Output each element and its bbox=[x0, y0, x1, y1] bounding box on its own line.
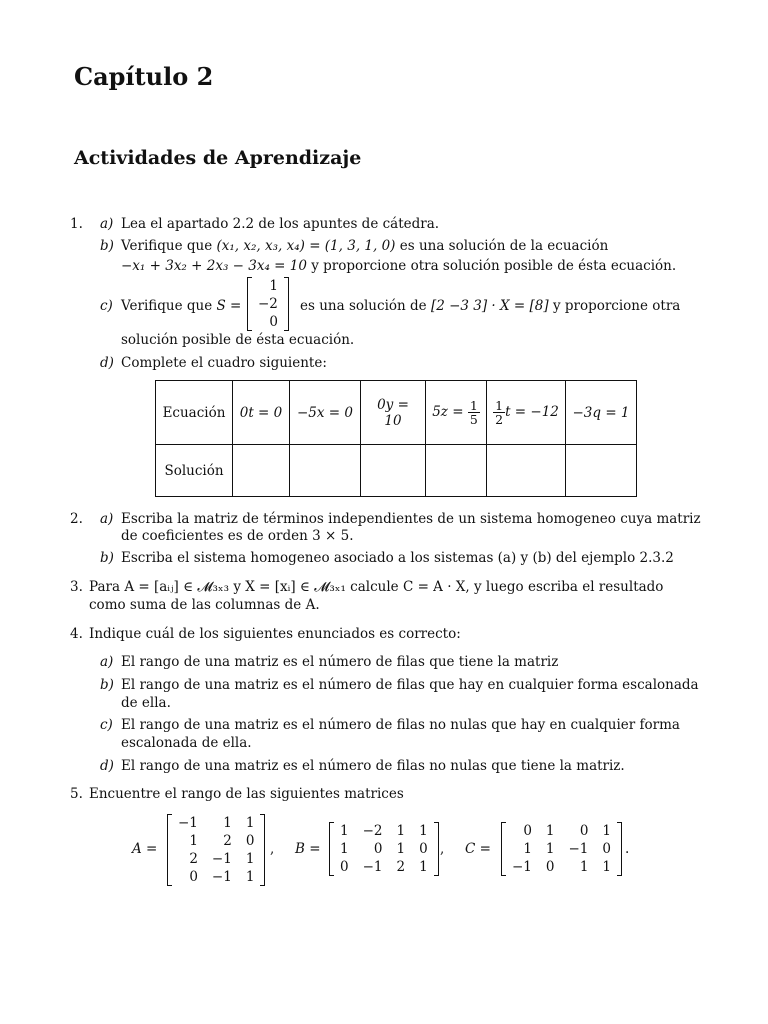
matrix-cell: 0 bbox=[545, 859, 555, 875]
q2a-line2: de coeficientes es de orden 3 × 5. bbox=[121, 528, 354, 544]
eq5-fraction bbox=[493, 399, 505, 426]
q4a-label: a) bbox=[100, 654, 114, 670]
matrix-cell: 1 bbox=[396, 823, 406, 839]
matrix-cell: 1 bbox=[245, 869, 255, 885]
q1d-text: Complete el cuadro siguiente: bbox=[121, 355, 327, 371]
table-cell-empty[interactable] bbox=[487, 445, 566, 497]
q4c-line2: escalonada de ella. bbox=[121, 735, 252, 751]
q1c-row-matrix: [2 −3 3] · X = [8] bbox=[430, 298, 549, 314]
table-cell-empty[interactable] bbox=[290, 445, 361, 497]
q1b-prefix: Verifique que bbox=[121, 238, 213, 254]
q5-number: 5. bbox=[70, 786, 83, 802]
q1b-label: b) bbox=[100, 238, 114, 254]
matrix-cell: −1 bbox=[362, 859, 383, 875]
matrix-cell: 0 bbox=[579, 823, 589, 839]
matrix-right-bracket bbox=[434, 822, 439, 876]
matrix-cell: 1 bbox=[245, 815, 255, 831]
table-header-ecuacion: Ecuación bbox=[156, 381, 233, 445]
matrix-cell: 0 bbox=[419, 841, 428, 857]
table-cell-eq5 bbox=[487, 381, 566, 445]
q1c-var: S = bbox=[216, 298, 242, 314]
matrix-cell: 1 bbox=[340, 823, 349, 839]
q1c-middle: es una solución de bbox=[300, 298, 427, 314]
table-cell-empty[interactable] bbox=[426, 445, 487, 497]
q1b-math1: (x₁, x₂, x₃, x₄) = (1, 3, 1, 0) bbox=[216, 238, 396, 254]
q4d-label: d) bbox=[100, 758, 114, 774]
vector-entry: 0 bbox=[269, 314, 278, 330]
matrix-cell: 2 bbox=[396, 859, 406, 875]
q4-number: 4. bbox=[70, 626, 83, 642]
matrix-cell: 1 bbox=[419, 859, 428, 875]
q2a-line1: Escriba la matriz de términos independientes de un sistema homogeneo cuya matriz bbox=[121, 511, 701, 527]
q4b-line1: El rango de una matriz es el número de filas que hay en cualquier forma escalonada bbox=[121, 677, 699, 693]
eq4-left: 5z = bbox=[432, 404, 464, 420]
matrix-cell: −1 bbox=[178, 815, 198, 831]
q2-number: 2. bbox=[70, 511, 83, 527]
matrix-separator: , bbox=[270, 841, 275, 857]
vector-entry: −2 bbox=[258, 296, 278, 312]
table-header-solucion: Solución bbox=[156, 445, 233, 497]
q1-number: 1. bbox=[70, 216, 83, 232]
matrix-cell: 0 bbox=[340, 859, 349, 875]
q3-number: 3. bbox=[70, 579, 83, 595]
matrix-cell: 1 bbox=[419, 823, 428, 839]
q1c-line2: solución posible de ésta ecuación. bbox=[121, 332, 355, 348]
q1c-prefix-text: Verifique que bbox=[121, 298, 213, 314]
matrix-B bbox=[329, 822, 439, 876]
q4b-line2: de ella. bbox=[121, 695, 171, 711]
q4a-text: El rango de una matriz es el número de filas que tiene la matriz bbox=[121, 654, 559, 670]
matrix-cell: 2 bbox=[189, 851, 198, 867]
matrix-C bbox=[501, 822, 622, 876]
q4c-label: c) bbox=[100, 717, 113, 733]
matrix-A-name: A = bbox=[132, 841, 158, 857]
q2b-label: b) bbox=[100, 550, 114, 566]
q1c-rest bbox=[300, 297, 680, 315]
matrix-cell: 1 bbox=[189, 833, 198, 849]
q1c-suffix: y proporcione otra bbox=[552, 298, 681, 314]
table-row-solucion bbox=[156, 445, 637, 497]
section-title: Actividades de Aprendizaje bbox=[74, 147, 362, 169]
matrix-cell: 1 bbox=[545, 823, 555, 839]
table-cell-eq3: 0y = 10 bbox=[361, 381, 426, 445]
q1a-text: Lea el apartado 2.2 de los apuntes de cátedra. bbox=[121, 216, 440, 232]
matrix-cell: 1 bbox=[579, 859, 589, 875]
eq5-right: t = −12 bbox=[505, 404, 559, 420]
matrix-cell: −1 bbox=[211, 869, 232, 885]
matrix-right-bracket bbox=[617, 822, 622, 876]
q1a-label: a) bbox=[100, 216, 114, 232]
matrix-cell: 0 bbox=[245, 833, 255, 849]
q1c-label: c) bbox=[100, 298, 113, 314]
q1b-line2 bbox=[121, 257, 676, 275]
matrix-cell: 0 bbox=[523, 823, 532, 839]
table-cell-empty[interactable] bbox=[566, 445, 637, 497]
q1c-prefix bbox=[121, 297, 241, 315]
chapter-title: Capítulo 2 bbox=[74, 62, 214, 91]
matrix-cell: 1 bbox=[245, 851, 255, 867]
matrix-cell: 0 bbox=[602, 841, 611, 857]
matrix-cell: 1 bbox=[545, 841, 555, 857]
table-cell-eq4 bbox=[426, 381, 487, 445]
matrix-cell: 1 bbox=[523, 841, 532, 857]
matrix-cell: −2 bbox=[362, 823, 383, 839]
table-cell-eq2: −5x = 0 bbox=[290, 381, 361, 445]
matrix-cell: 1 bbox=[602, 823, 611, 839]
matrix-cell: 2 bbox=[223, 833, 232, 849]
matrix-separator: , bbox=[440, 841, 445, 857]
eq4-num: 1 bbox=[469, 398, 478, 413]
eq4-fraction bbox=[468, 399, 480, 426]
eq5-num: 1 bbox=[495, 398, 504, 413]
matrix-cell: 1 bbox=[223, 815, 232, 831]
q1b-suffix: es una solución de la ecuación bbox=[399, 238, 609, 254]
final-period: . bbox=[625, 841, 630, 857]
q4d-text: El rango de una matriz es el número de filas no nulas que tiene la matriz. bbox=[121, 758, 625, 774]
matrix-B-name: B = bbox=[295, 841, 321, 857]
q1d-label: d) bbox=[100, 355, 114, 371]
table-cell-eq1: 0t = 0 bbox=[233, 381, 290, 445]
matrix-cell: 0 bbox=[189, 869, 198, 885]
matrix-cell: −1 bbox=[568, 841, 589, 857]
q5-text: Encuentre el rango de las siguientes matrices bbox=[89, 786, 404, 802]
q2a-label: a) bbox=[100, 511, 114, 527]
matrix-cell: 1 bbox=[340, 841, 349, 857]
table-cell-empty[interactable] bbox=[233, 445, 290, 497]
matrix-cell: 1 bbox=[396, 841, 406, 857]
q2b-text: Escriba el sistema homogeneo asociado a los sistemas (a) y (b) del ejemplo 2.3.2 bbox=[121, 550, 674, 566]
q3-line2: como suma de las columnas de A. bbox=[89, 597, 320, 613]
q1b-math2: −x₁ + 3x₂ + 2x₃ − 3x₄ = 10 bbox=[121, 258, 307, 274]
matrix-right-bracket bbox=[260, 814, 265, 886]
q1b-line1 bbox=[121, 237, 608, 255]
vector-S bbox=[247, 277, 289, 331]
q4b-label: b) bbox=[100, 677, 114, 693]
eq4-den: 5 bbox=[469, 412, 478, 427]
equations-table bbox=[155, 380, 637, 497]
matrix-cell: 1 bbox=[602, 859, 611, 875]
matrix-A bbox=[167, 814, 265, 886]
q4-text: Indique cuál de los siguientes enunciados es correcto: bbox=[89, 626, 461, 642]
matrix-cell: 0 bbox=[373, 841, 383, 857]
matrix-cell: −1 bbox=[512, 859, 532, 875]
matrix-cell: −1 bbox=[211, 851, 232, 867]
vector-entry: 1 bbox=[269, 278, 278, 294]
table-row-ecuacion bbox=[156, 381, 637, 445]
q4c-line1: El rango de una matriz es el número de filas no nulas que hay en cualquier forma bbox=[121, 717, 680, 733]
q3-line1: Para A = [aᵢⱼ] ∈ 𝓜₃ₓ₃ y X = [xᵢ] ∈ 𝓜₃ₓ₁ calcule C = A · X, y luego escriba el resultado bbox=[89, 579, 664, 595]
table-cell-empty[interactable] bbox=[361, 445, 426, 497]
table-cell-eq6: −3q = 1 bbox=[566, 381, 637, 445]
eq5-den: 2 bbox=[495, 412, 504, 427]
vector-right-bracket bbox=[284, 277, 289, 331]
matrix-C-name: C = bbox=[465, 841, 491, 857]
q1b-suffix2: y proporcione otra solución posible de ésta ecuación. bbox=[311, 258, 677, 274]
